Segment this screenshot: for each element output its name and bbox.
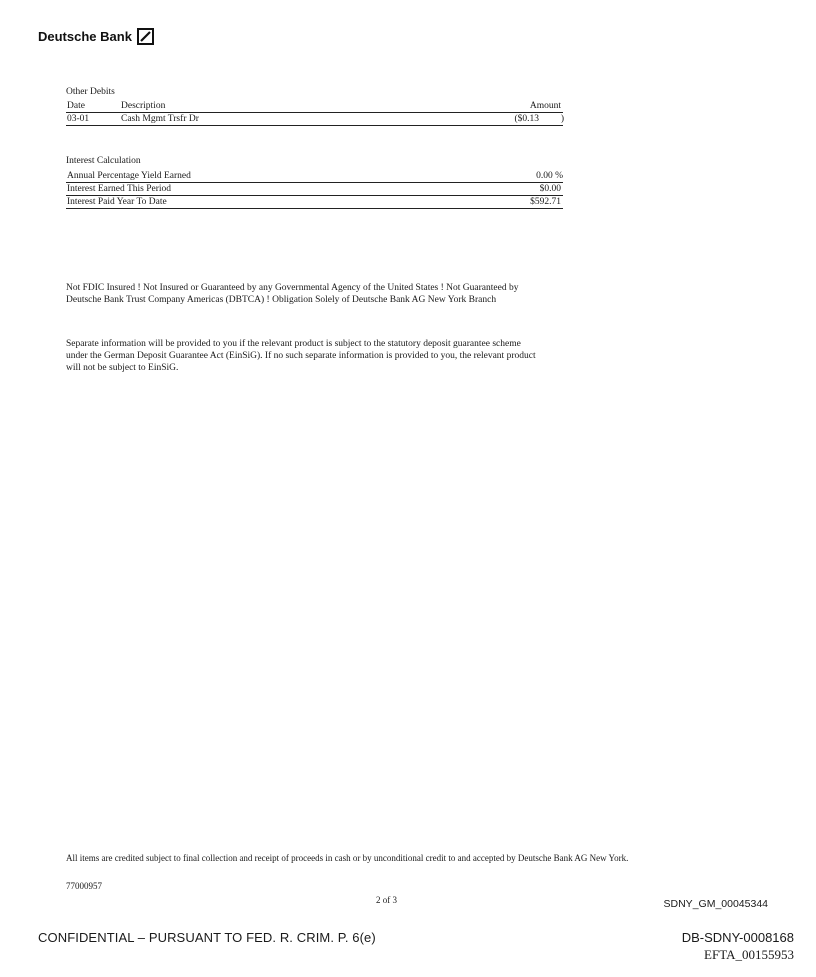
page-number: 2 of 3 bbox=[376, 895, 397, 905]
interest-paid-ytd-label: Interest Paid Year To Date bbox=[67, 197, 167, 207]
db-bates-id: DB-SDNY-0008168 bbox=[681, 930, 794, 945]
other-debits-header-row bbox=[66, 100, 563, 113]
collection-note: All items are credited subject to final collection and receipt of proceeds in cash or by unconditional credit to and accepted by Deutsche Bank AG New York. bbox=[66, 853, 629, 863]
sdny-bates-id: SDNY_GM_00045344 bbox=[663, 898, 768, 910]
amount-column-header: Amount bbox=[529, 101, 561, 111]
bank-logo bbox=[38, 28, 154, 45]
interest-earned-period-value: $0.00 bbox=[539, 184, 561, 194]
interest-earned-period-label: Interest Earned This Period bbox=[67, 184, 172, 194]
table-row bbox=[66, 113, 563, 126]
confidential-notice: CONFIDENTIAL – PURSUANT TO FED. R. CRIM. P. 6(e) bbox=[38, 930, 376, 945]
apy-label: Annual Percentage Yield Earned bbox=[67, 171, 191, 181]
interest-paid-ytd-value: $592.71 bbox=[530, 197, 561, 207]
bank-name: Deutsche Bank bbox=[38, 29, 132, 44]
table-row bbox=[66, 196, 563, 209]
table-row bbox=[66, 183, 563, 196]
interest-calculation-table bbox=[66, 170, 563, 209]
date-column-header: Date bbox=[67, 101, 85, 111]
debit-description: Cash Mgmt Trsfr Dr bbox=[121, 114, 199, 124]
deutsche-bank-slash-square-icon bbox=[137, 28, 154, 45]
statement-code: 77000957 bbox=[66, 881, 102, 891]
description-column-header: Description bbox=[121, 101, 166, 111]
debit-amount: ($0.13 bbox=[514, 114, 539, 124]
other-debits-title: Other Debits bbox=[66, 87, 115, 97]
efta-id: EFTA_00155953 bbox=[704, 947, 794, 962]
debit-date: 03-01 bbox=[67, 114, 90, 124]
apy-value: 0.00 % bbox=[536, 171, 563, 181]
fdic-disclaimer: Not FDIC Insured ! Not Insured or Guaranteed by any Governmental Agency of the United States ! Not Guaranteed by Deutsche Bank Trust Company Americas (DBTCA) ! Obligation Solely of Deutsche Bank AG New York Branch bbox=[66, 283, 519, 305]
interest-calculation-title: Interest Calculation bbox=[66, 156, 141, 166]
table-row bbox=[66, 170, 563, 183]
debit-amount-suffix: ) bbox=[560, 114, 564, 124]
other-debits-table bbox=[66, 100, 563, 126]
einsig-disclaimer: Separate information will be provided to you if the relevant product is subject to the statutory deposit guarantee scheme under the German Deposit Guarantee Act (EinSiG). If no such separate information is provided to you, the relevant product will not be subject to EinSiG. bbox=[66, 339, 536, 373]
